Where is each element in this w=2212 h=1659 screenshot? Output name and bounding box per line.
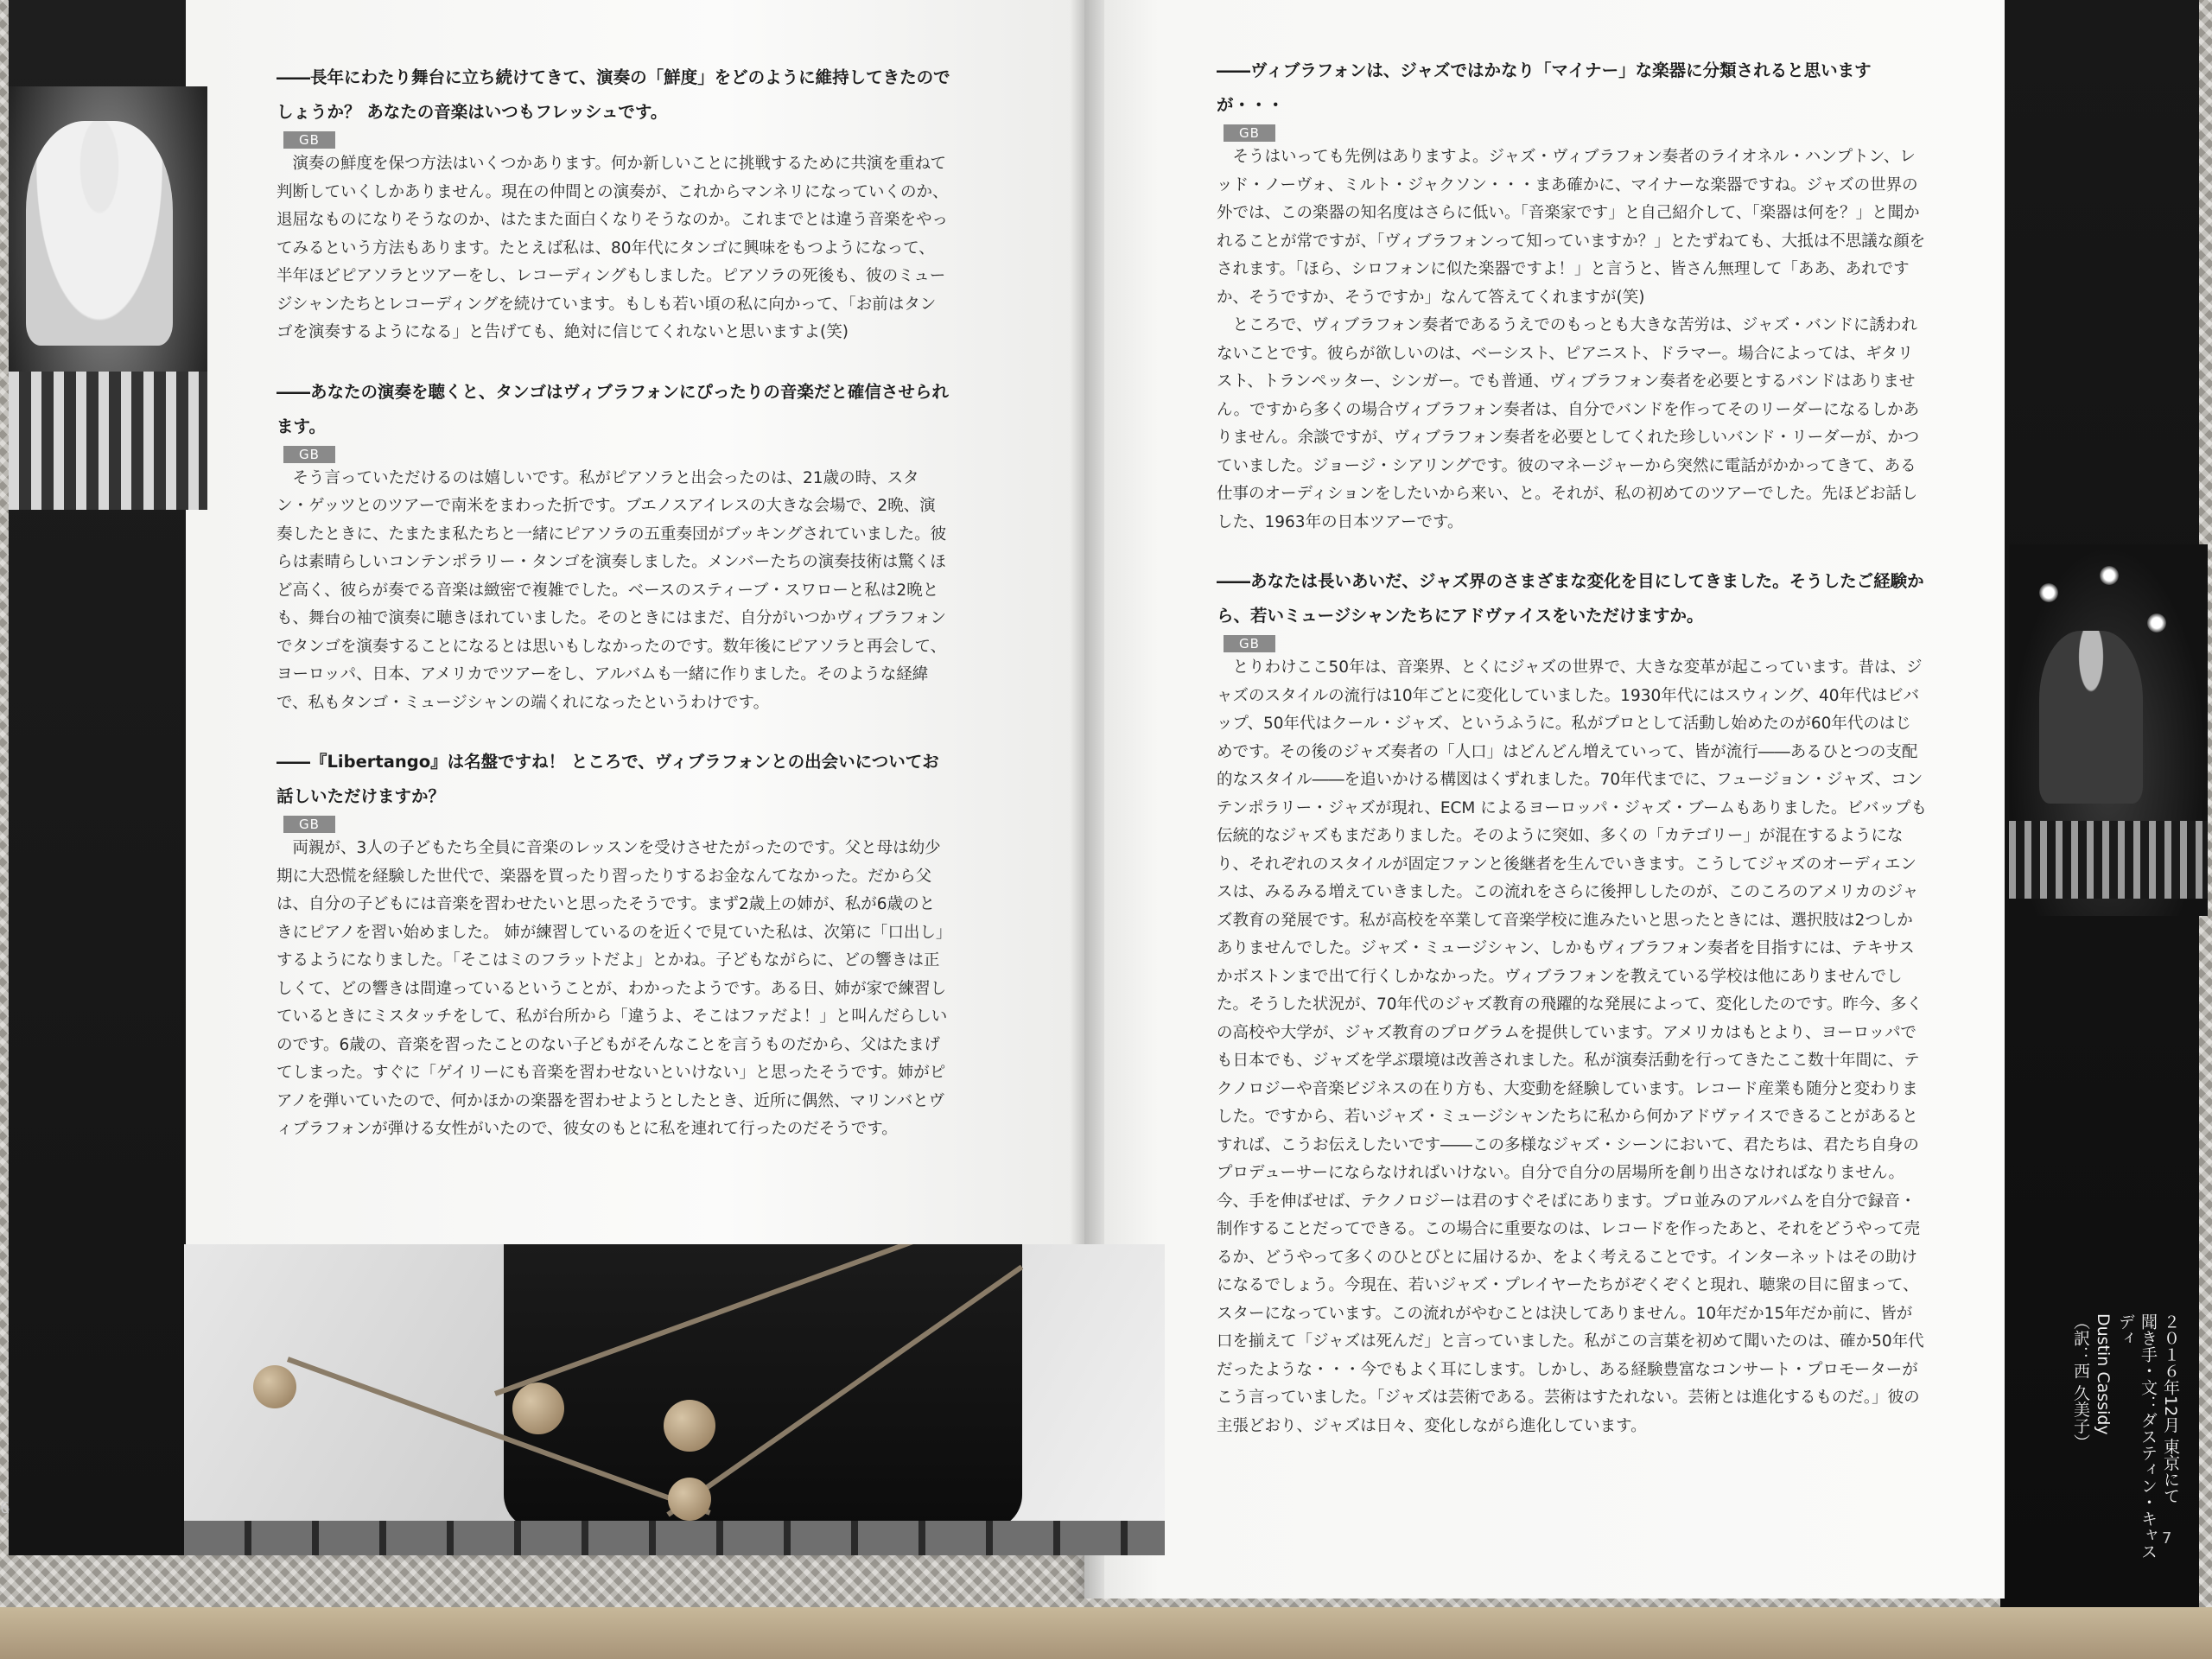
speaker-badge: GB — [283, 131, 335, 149]
photo-performer-vibraphone — [9, 86, 207, 510]
interview-answer: そう言っていただけるのは嬉しいです。私がピアソラと出会ったのは、21歳の時、スタン・ゲッツとのツアーで南米をまわった折です。ブエノスアイレスの大きな会場で、2晩、演奏したときに、たまたま私たちと一緒にピアソラの五重奏団がブッキングされていました。彼らは素晴らしいコンテンポラリー・タンゴを演奏しました。メンバーたちの演奏技術は驚くほど高く、彼らが奏でる音楽は緻密で複雑でした。ベースのスティーブ・スワローと私は2晩とも、舞台の袖で演奏に聴きほれていました。そのときにはまだ、自分がいつかヴィブラフォンでタンゴを演奏することになるとは思いもしなかったのです。数年後にピアソラと再会して、ヨーロッパ、日本、アメリカでツアーをし、アルバムも一緒に作りました。そのような経緯で、私もタンゴ・ミュージシャンの端くれになったというわけです。 — [276, 468, 947, 712]
speaker-badge: GB — [283, 816, 335, 833]
interview-credits — [2069, 1313, 2182, 1573]
page-number-left: 6 — [0, 1499, 10, 1517]
speaker-badge: GB — [1224, 124, 1275, 142]
photo-stage-light — [2039, 583, 2058, 602]
right-page-text — [1217, 54, 1927, 1468]
interview-section — [276, 60, 950, 347]
photo-performer-stage — [2009, 544, 2208, 916]
photo-mallet-head — [664, 1400, 715, 1452]
table-edge — [0, 1607, 2212, 1659]
photo-performer-body — [504, 1244, 1022, 1529]
interview-section — [1217, 564, 1927, 1440]
photo-mallet-head — [668, 1478, 711, 1521]
interview-question: ――あなたの演奏を聴くと、タンゴはヴィブラフォンにぴったりの音楽だと確信させられます。 — [276, 381, 949, 436]
interview-answer: 演奏の鮮度を保つ方法はいくつかあります。何か新しいことに挑戦するために共演を重ねて判断していくしかありません。現在の仲間との演奏が、これからマンネリになっていくのか、退屈なものになりそうなのか、はたまた面白くなりそうなのか。これまでとは違う音楽をやってみるという方法もあります。たとえば私は、80年代にタンゴに興味をもつようになって、半年ほどピアソラとツアーをし、レコーディングもしました。ピアソラの死後も、彼のミュージシャンたちとレコーディングを続けています。もしも若い頃の私に向かって、「お前はタンゴを演奏するようになる」と告げても、絶対に信じてくれないと思いますよ(笑) — [276, 155, 949, 341]
interview-answer: とりわけここ50年は、音楽界、とくにジャズの世界で、大きな変革が起こっています。昔は、ジャズのスタイルの流行は10年ごとに変化していました。1930年代にはスウィング、40年代はビバップ、50年代はクール・ジャズ、というふうに。私がプロとして活動し始めたのが60年代のはじめです。その後のジャズ奏者の「人口」はどんどん増えていって、皆が流行――あるひとつの支配的なスタイル――を追いかける構図はくずれました。70年代までに、フュージョン・ジャズ、コンテンポラリー・ジャズが現れ、ECM によるヨーロッパ・ジャズ・ブームもありました。ビバップも伝統的なジャズもまだありました。そのように突如、多くの「カテゴリー」が混在するようになり、それぞれのスタイルが固定ファンと後継者を生んでいきます。こうしてジャズのオーディエンスは、みるみる増えていきました。この流れをさらに後押ししたのが、このころのアメリカのジャズ教育の発展です。私が高校を卒業して音楽学校に進みたいと思ったときには、選択肢は2つしかありませんでした。ジャズ・ミュージシャン、しかもヴィブラフォン奏者を目指すには、テキサスかボストンまで出て行くしかなかった。ヴィブラフォンを教えている学校は他にありませんでした。そうした状況が、70年代のジャズ教育の飛躍的な発展によって、変化したのです。昨今、多くの高校や大学が、ジャズ教育のプログラムを提供しています。アメリカはもとより、ヨーロッパでも日本でも、ジャズを学ぶ環境は改善されました。私が演奏活動を行ってきたここ数十年間に、テクノロジーや音楽ビジネスの在り方も、大変動を経験しています。レコード産業も随分と変わりました。ですから、若いジャズ・ミュージシャンたちに私から何かアドヴァイスできることがあるとすれば、こうお伝えしたいです――この多様なジャズ・シーンにおいて、君たちは、君たち自身のプロデューサーにならなければいけない。自分で自分の居場所を創り出さなければなりません。今、手を伸ばせば、テクノロジーは君のすぐそばにあります。プロ並みのアルバムを自分で録音・制作することだってできる。この場合に重要なのは、レコードを作ったあと、それをどうやって売るか、どうやって多くのひとびとに届けるか、をよく考えることです。インターネットはその助けになるでしょう。今現在、若いジャズ・プレイヤーたちがぞくぞくと現れ、聴衆の目に留まって、スターになっています。この流れがやむことは決してありません。10年だか15年だか前に、皆が口を揃えて「ジャズは死んだ」と言っていました。私がこの言葉を初めて聞いたのは、確か50年代だったような・・・今でもよく耳にします。しかし、ある経験豊富なコンサート・プロモーターがこう言っていました。「ジャズは芸術である。芸術はすたれない。芸術とは進化するものだ。」彼の主張どおり、ジャズは日々、変化しながら進化しています。 — [1217, 658, 1927, 1435]
photo-stage-light — [2147, 613, 2166, 632]
credit-interviewer: 聞き手・文：ダスティン・キャスディ — [2116, 1313, 2158, 1560]
interview-section — [1217, 54, 1927, 537]
photo-vibraphone-keys — [184, 1521, 1165, 1555]
interview-answer: 両親が、3人の子どもたち全員に音楽のレッスンを受けさせたがったのです。父と母は幼少期に大恐慌を経験した世代で、楽器を買ったり習ったりするお金なんてなかった。だから父は、自分の子どもには音楽を習わせたいと思ったそうです。まず2歳上の姉が、私が6歳のときにピアノを習い始めました。 姉が練習しているのを近くで見ていた私は、次第に「口出し」するようになりました。「そこはミのフラットだよ」とかね。子どもながらに、どの響きは正しくて、どの響きは間違っているということが、わかったようです。ある日、姉が家で練習しているときにミスタッチをして、私が台所から「違うよ、そこはファだよ！」と叫んだらしいのです。6歳の、音楽を習ったことのない子どもがそんなことを言うものだから、父はたまげてしまった。すぐに「ゲイリーにも音楽を習わせないといけない」と思ったそうです。姉がピアノを弾いていたので、何かほかの楽器を習わせようとしたとき、近所に偶然、マリンバとヴィブラフォンが弾ける女性がいたので、彼女のもとに私を連れて行ったのだそうです。 — [276, 839, 948, 1138]
photo-performer-figure — [2039, 631, 2143, 804]
photo-hands-mallets — [184, 1244, 1165, 1555]
interview-question: ――あなたは長いあいだ、ジャズ界のさまざまな変化を目にしてきました。そうしたご経験から、若いミュージシャンたちにアドヴァイスをいただけますか。 — [1217, 571, 1924, 626]
speaker-badge: GB — [1224, 635, 1275, 652]
photo-stage-light — [2100, 566, 2119, 585]
interview-section — [276, 745, 950, 1144]
interview-question: ――『Libertango』は名盤ですね！ ところで、ヴィブラフォンとの出会いについてお話しいただけますか？ — [276, 752, 939, 806]
interview-section — [276, 375, 950, 718]
credit-date-place: ２０１６年12月 東京にて — [2161, 1313, 2180, 1504]
photo-mallet-head — [512, 1382, 564, 1434]
photo-performer-figure — [26, 121, 173, 346]
photo-vibraphone-bars — [9, 372, 207, 510]
speaker-badge: GB — [283, 446, 335, 463]
interview-answer: そうはいっても先例はありますよ。ジャズ・ヴィブラフォン奏者のライオネル・ハンプトン、レッド・ノーヴォ、ミルト・ジャクソン・・・まあ確かに、マイナーな楽器ですね。ジャズの世界の外では、この楽器の知名度はさらに低い。「音楽家です」と自己紹介して、「楽器は何を？」と聞かれることが常ですが、「ヴィブラフォンって知っていますか？」とたずねても、大抵は不思議な顔をされます。「ほら、シロフォンに似た楽器ですよ！」と言うと、皆さん無理して「ああ、あれですか、そうですか、そうですか」なんて答えてくれますが(笑) — [1217, 148, 1926, 307]
credit-interviewer-en: Dustin Cassidy — [2094, 1313, 2113, 1435]
photo-vibraphone-bars — [2009, 821, 2208, 899]
interview-answer: ところで、ヴィブラフォン奏者であるうえでのもっとも大きな苦労は、ジャズ・バンドに誘われないことです。彼らが欲しいのは、ベーシスト、ピアニスト、ドラマー。場合によっては、ギタリスト、トランペッター、シンガー。でも普通、ヴィブラフォン奏者を必要とするバンドはありません。ですから多くの場合ヴィブラフォン奏者は、自分でバンドを作ってそのリーダーになるしかありません。余談ですが、ヴィブラフォン奏者を必要としてくれた珍しいバンド・リーダーが、かつていました。ジョージ・シアリングです。彼のマネージャーから突然に電話がかかってきて、ある仕事のオーディションをしたいから来い、と。それが、私の初めてのツアーでした。先ほどお話しした、1963年の日本ツアーです。 — [1217, 316, 1920, 531]
interview-question: ――ヴィブラフォンは、ジャズではかなり「マイナー」な楽器に分類されると思いますが・・・ — [1217, 60, 1872, 115]
photo-mallet-head — [253, 1365, 296, 1408]
page-number-right: 7 — [2162, 1529, 2172, 1548]
credit-translator: （訳：西 久美子） — [2071, 1313, 2090, 1451]
interview-question: ――長年にわたり舞台に立ち続けてきて、演奏の「鮮度」をどのように維持してきたのでしょうか？ あなたの音楽はいつもフレッシュです。 — [276, 67, 950, 122]
left-page-text — [276, 60, 950, 1172]
